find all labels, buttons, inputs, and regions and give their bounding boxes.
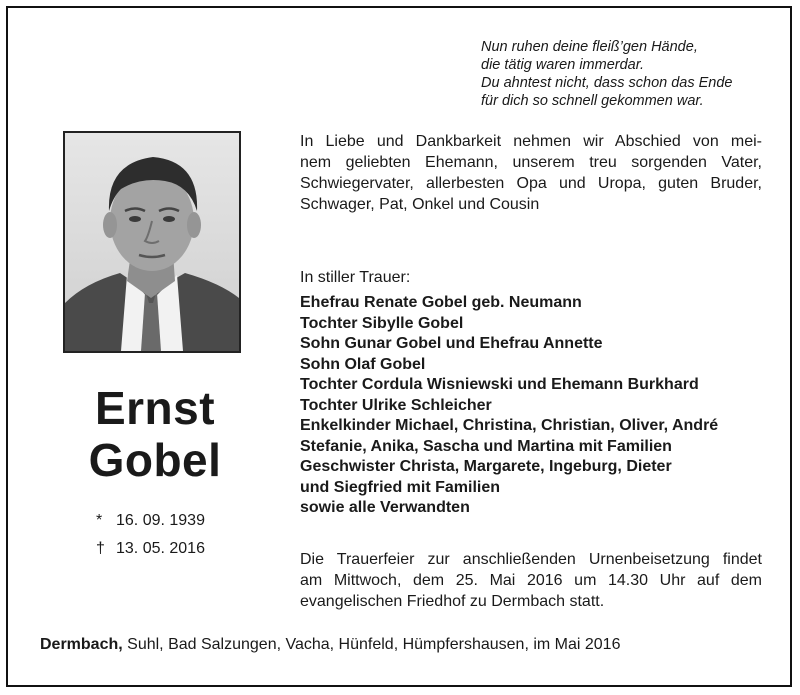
first-name: Ernst (94, 382, 216, 434)
mourner-line: sowie alle Verwandten (300, 499, 470, 516)
poem-line: die tätig waren immerdar. (481, 57, 645, 73)
footer-place-bold: Dermbach, (40, 636, 123, 653)
mourner-line: Ehefrau Renate Gobel geb. Neumann (300, 294, 582, 311)
portrait-image (65, 133, 239, 351)
birth-row (96, 507, 205, 535)
mourner-line: Sohn Gunar Gobel und Ehefrau Annette (300, 335, 603, 352)
funeral-info (300, 549, 762, 612)
poem-line: für dich so schnell gekommen war. (481, 93, 704, 109)
poem-line: Nun ruhen deine fleiß’gen Hände, (481, 39, 698, 55)
mourner-line: Geschwister Christa, Margarete, Ingeburg, Dieter (300, 458, 672, 475)
mourner-line: Stefanie, Anika, Sascha und Martina mit Familien (300, 437, 672, 455)
portrait-photo (63, 131, 241, 353)
death-date: 13. 05. 2016 (116, 540, 205, 557)
mourning-label: In stiller Trauer: (300, 269, 411, 286)
death-symbol: † (96, 540, 105, 557)
poem-line: Du ahntest nicht, dass schon das Ende (481, 75, 733, 91)
birth-date: 16. 09. 1939 (116, 512, 205, 529)
footer-place-list: Suhl, Bad Salzungen, Vacha, Hünfeld, Hümpfershausen, im Mai 2016 (122, 636, 621, 653)
mourner-line: Enkelkinder Michael, Christina, Christian, Oliver, André (300, 417, 719, 434)
mourner-line: und Siegfried mit Familien (300, 478, 501, 496)
farewell-line: Schwager, Pat, Onkel und Cousin (300, 196, 540, 213)
mourner-line: Sohn Olaf Gobel (300, 355, 426, 373)
farewell-line: nem geliebten Ehemann, unserem treu sorgenden Vater, (300, 154, 762, 171)
deceased-name (40, 382, 270, 486)
farewell-text (300, 131, 762, 215)
last-name: Gobel (88, 434, 222, 486)
funeral-line: evangelischen Friedhof zu Dermbach statt. (300, 593, 605, 610)
life-dates (96, 507, 205, 563)
death-row (96, 535, 205, 563)
memorial-poem (481, 38, 781, 110)
farewell-line: Schwiegervater, allerbesten Opa und Uropa, guten Bruder, (300, 175, 762, 192)
farewell-line: In Liebe und Dankbarkeit nehmen wir Abschied von mei- (300, 133, 762, 150)
mourner-line: Tochter Cordula Wisniewski und Ehemann Burkhard (300, 376, 699, 393)
mourner-line: Tochter Sibylle Gobel (300, 314, 464, 332)
mourner-line: Tochter Ulrike Schleicher (300, 396, 492, 414)
funeral-line: Die Trauerfeier zur anschließenden Urnenbeisetzung findet (300, 551, 762, 568)
funeral-line: am Mittwoch, dem 25. Mai 2016 um 14.30 Uhr auf dem (300, 572, 762, 589)
footer-places (40, 634, 780, 655)
birth-symbol: * (96, 512, 103, 529)
mourners-list (300, 293, 762, 519)
